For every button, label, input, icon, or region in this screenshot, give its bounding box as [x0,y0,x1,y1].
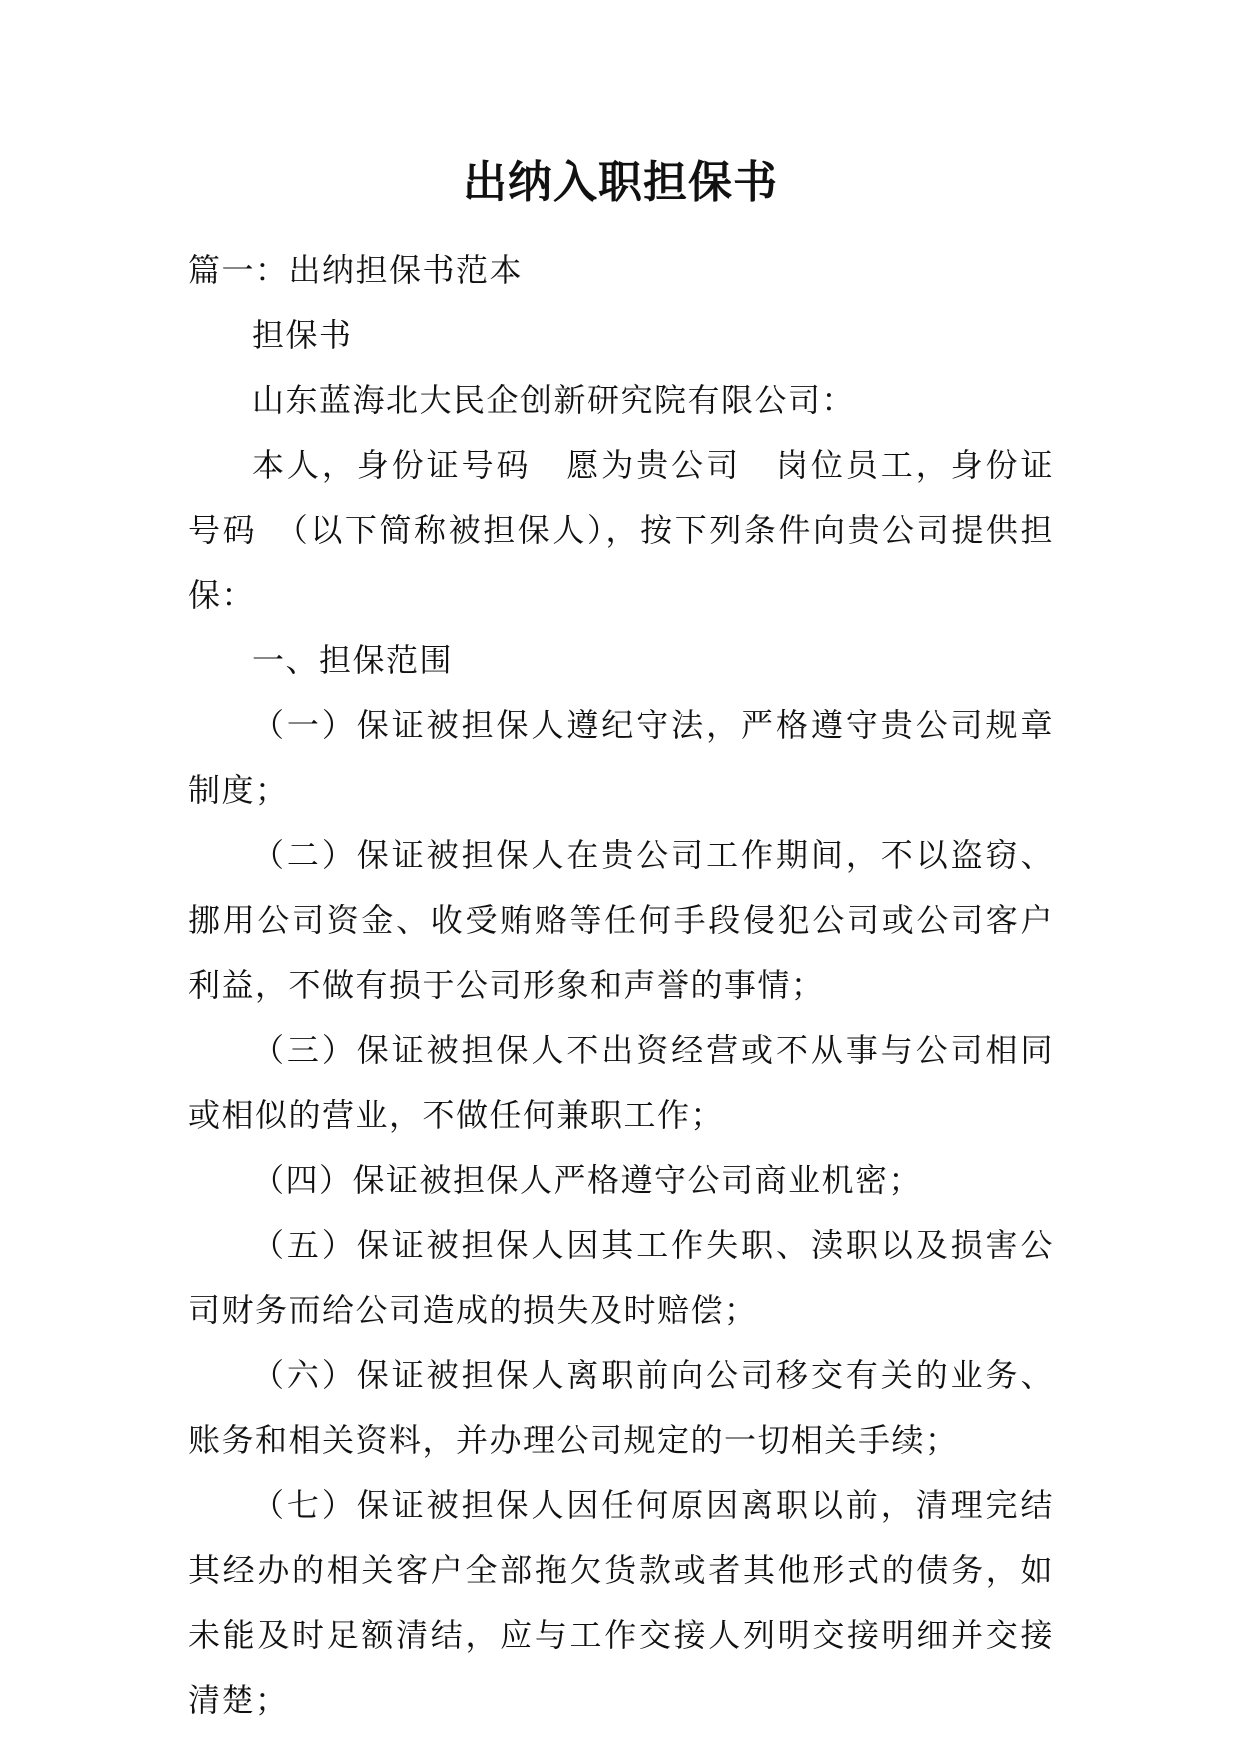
paragraph-clause-5: （五）保证被担保人因其工作失职、渎职以及损害公司财务而给公司造成的损失及时赔偿； [188,1226,1054,1329]
paragraph-subtitle: 担保书 [252,316,353,354]
paragraph-clause-3: （三）保证被担保人不出资经营或不从事与公司相同或相似的营业，不做任何兼职工作； [188,1031,1054,1134]
paragraph-chapter-heading: 篇一：出纳担保书范本 [188,251,524,289]
paragraph-section-heading: 一、担保范围 [252,641,454,679]
paragraph-clause-2: （二）保证被担保人在贵公司工作期间，不以盗窃、挪用公司资金、收受贿赂等任何手段侵犯公司或公司客户利益，不做有损于公司形象和声誉的事情； [188,836,1054,1004]
document-title: 出纳入职担保书 [463,157,778,208]
paragraph-clause-1: （一）保证被担保人遵纪守法，严格遵守贵公司规章制度； [188,706,1054,809]
paragraph-addressee: 山东蓝海北大民企创新研究院有限公司： [252,381,856,419]
paragraph-clause-4: （四）保证被担保人严格遵守公司商业机密； [252,1161,923,1199]
paragraph-intro: 本人，身份证号码 愿为贵公司 岗位员工，身份证号码 （以下简称被担保人），按下列条件向贵公司提供担保： [188,446,1054,614]
paragraph-clause-6: （六）保证被担保人离职前向公司移交有关的业务、账务和相关资料，并办理公司规定的一切相关手续； [188,1356,1054,1459]
paragraph-clause-7: （七）保证被担保人因任何原因离职以前，清理完结其经办的相关客户全部拖欠货款或者其他形式的债务，如未能及时足额清结，应与工作交接人列明交接明细并交接清楚； [188,1486,1054,1719]
document-body [188,238,1054,1733]
